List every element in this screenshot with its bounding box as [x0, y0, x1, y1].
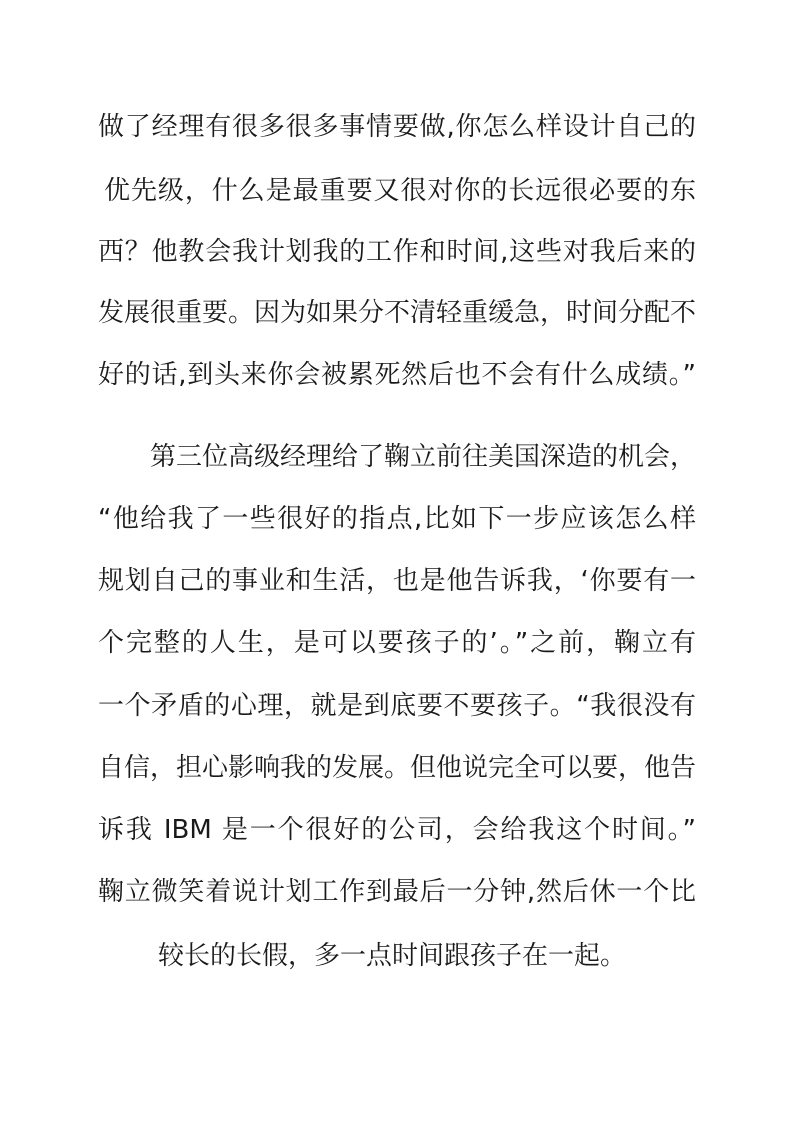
text-line: 优先级，什么是最重要又很对你的长远很必要的东: [104, 176, 696, 206]
text-line: “他给我了一些很好的指点,比如下一步应该怎么样: [98, 504, 696, 534]
text-line: 自信，担心影响我的发展。但他说完全可以要，他告: [98, 753, 696, 783]
text-line: 做了经理有很多很多事情要做,你怎么样设计自己的: [98, 112, 696, 142]
text-line: 好的话,到头来你会被累死然后也不会有什么成绩。”: [98, 360, 696, 390]
text-line: 第三位高级经理给了鞠立前往美国深造的机会，: [150, 442, 696, 472]
text-line: 较长的长假，多一点时间跟孩子在一起。: [158, 941, 627, 971]
text-line: 诉我 IBM 是一个很好的公司，会给我这个时间。”: [98, 815, 696, 845]
text-line: 一个矛盾的心理，就是到底要不要孩子。“我很没有: [98, 691, 696, 721]
text-line: 西？他教会我计划我的工作和时间,这些对我后来的: [98, 237, 696, 267]
text-line: 个完整的人生，是可以要孩子的’。”之前，鞠立有: [98, 628, 696, 658]
text-line: 规划自己的事业和生活，也是他告诉我，‘你要有一: [98, 566, 696, 596]
text-line: 发展很重要。因为如果分不清轻重缓急，时间分配不: [98, 298, 696, 328]
text-line: 鞠立微笑着说计划工作到最后一分钟,然后休一个比: [98, 877, 696, 907]
